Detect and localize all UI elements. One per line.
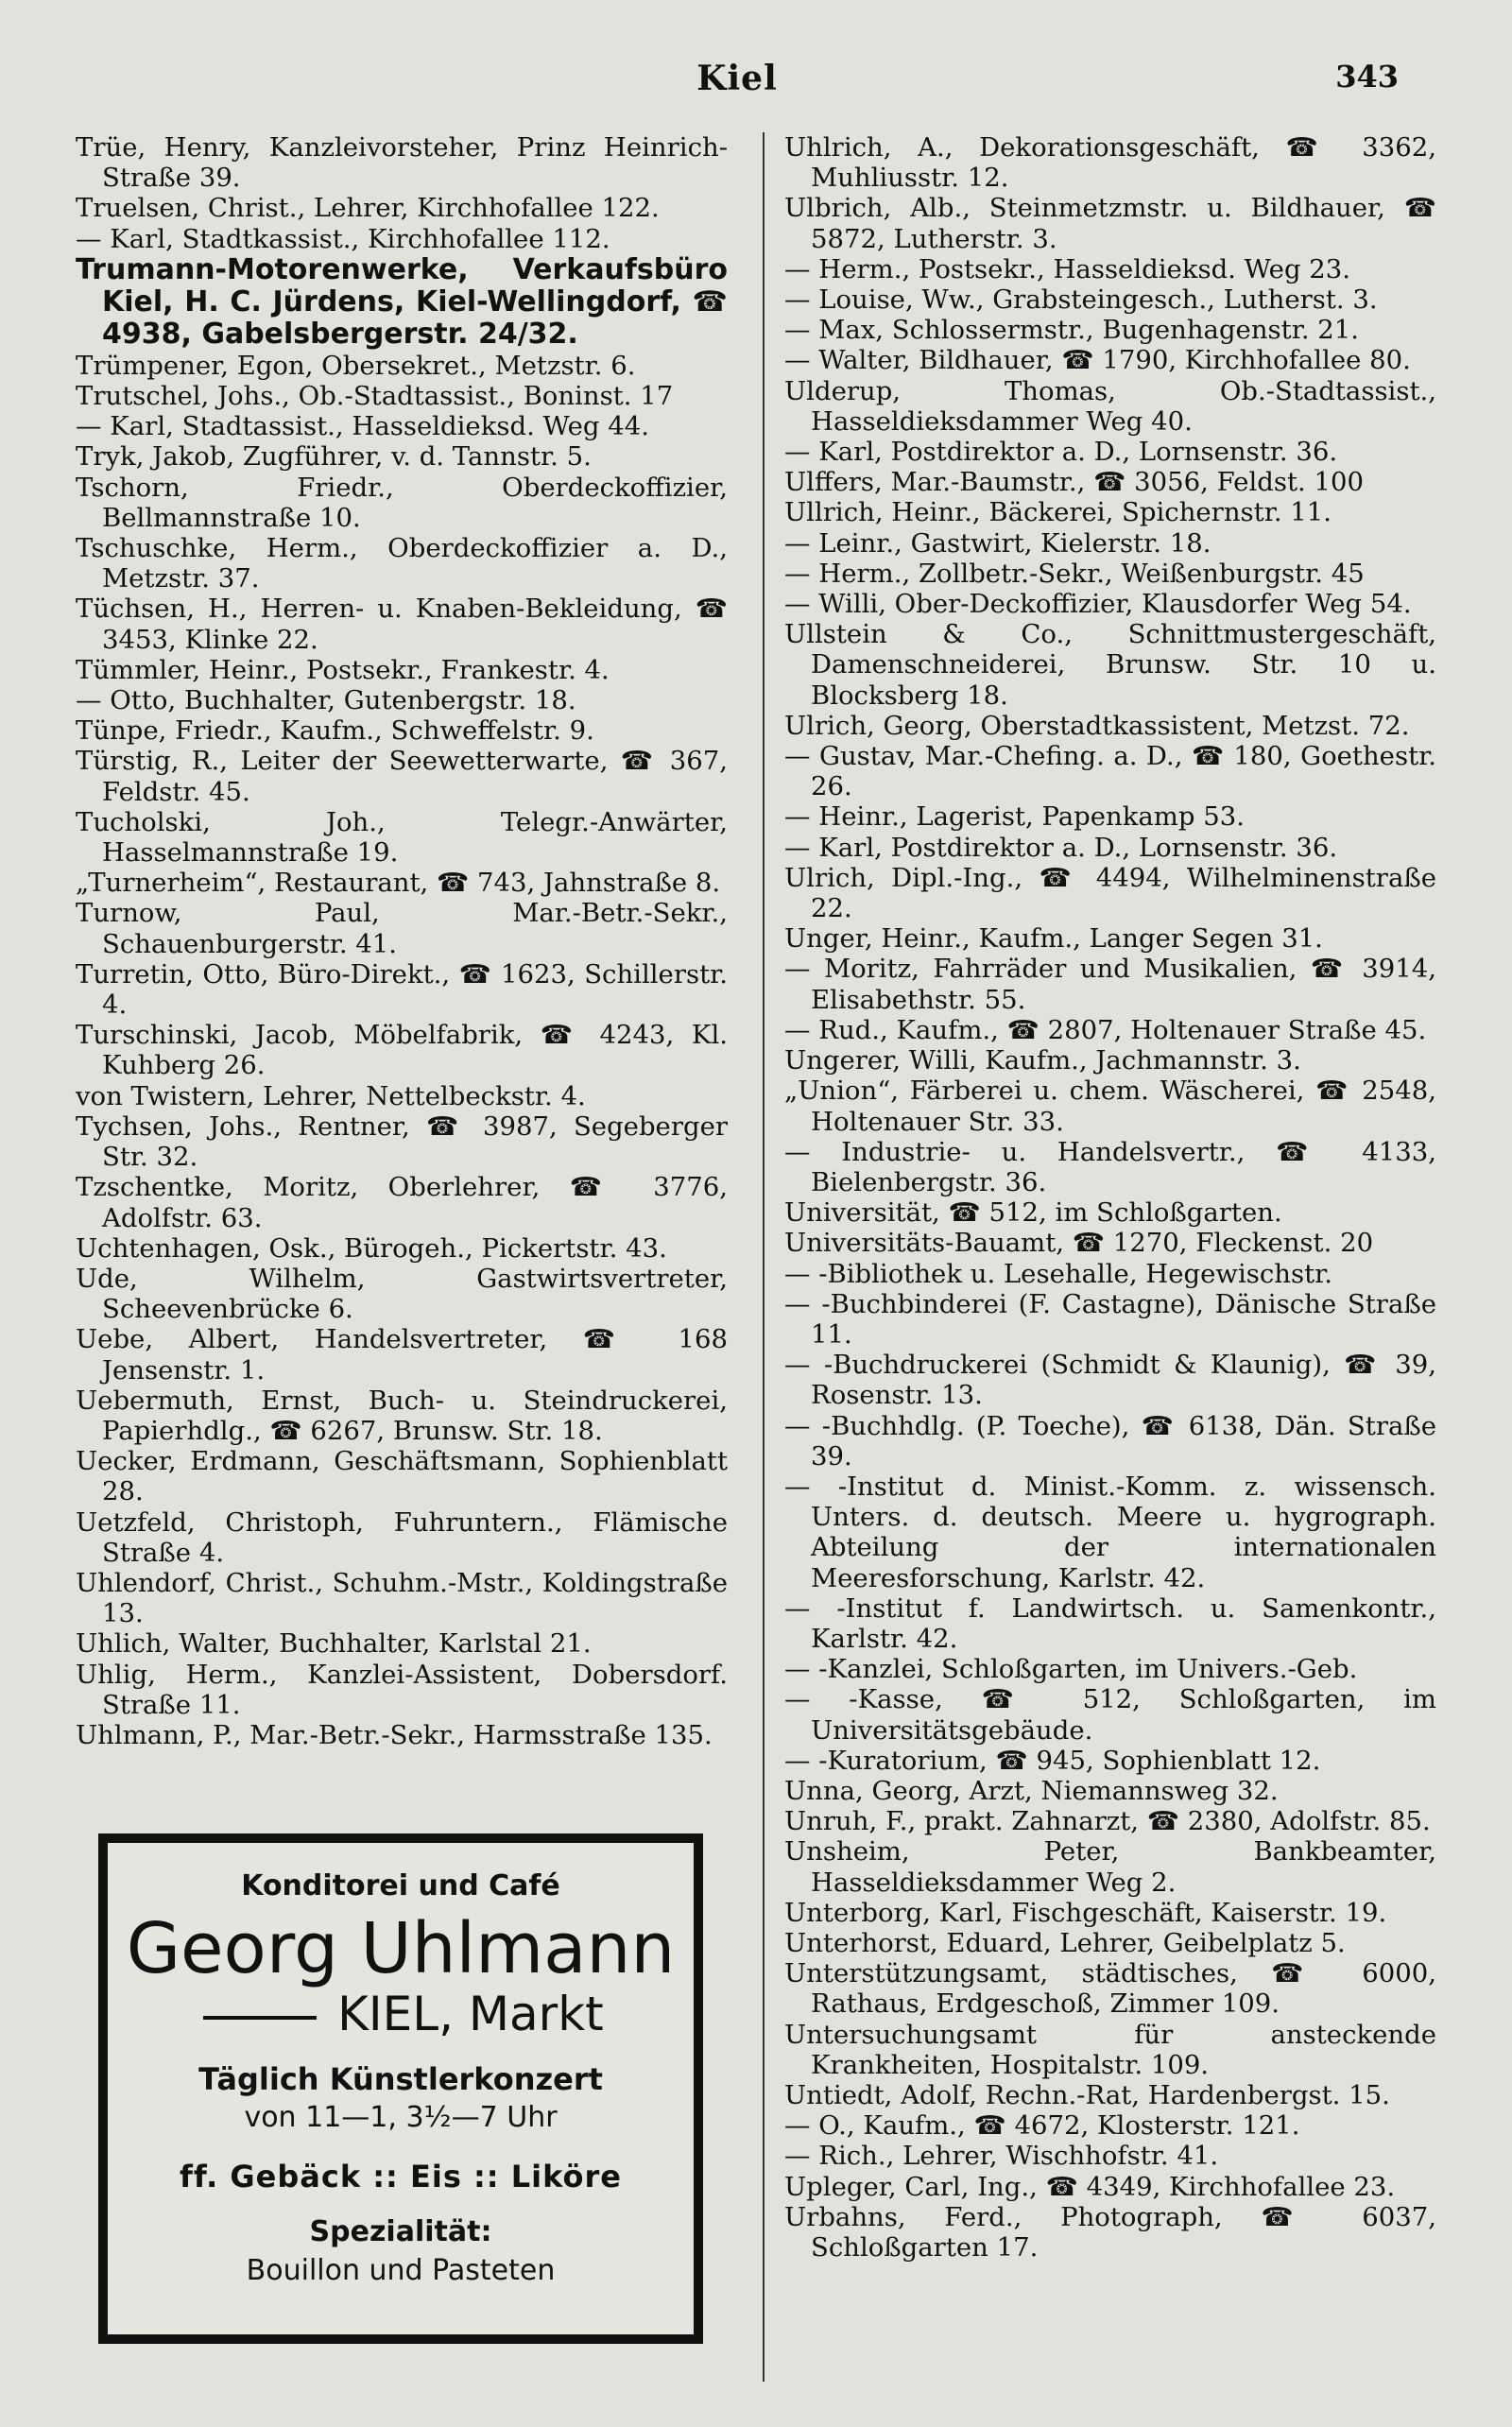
directory-entry: — Willi, Ober-Deckoffizier, Klausdorfer Weg 54. — [784, 589, 1412, 620]
directory-entry: — Leinr., Gastwirt, Kielerstr. 18. — [784, 527, 1211, 559]
ad-rule-left — [203, 2016, 317, 2020]
ad-business-name: Georg Uhlmann — [126, 1908, 676, 1989]
directory-entry: Uebe, Albert, Handelsvertreter, ☎ 168 Jensenstr. 1. — [76, 1324, 728, 1386]
ad-hours: von 11—1, 3½—7 Uhr — [244, 2101, 558, 2134]
directory-entry: — Herm., Postsekr., Hasseldieksd. Weg 23. — [784, 253, 1351, 284]
directory-entry: Truelsen, Christ., Lehrer, Kirchhofallee 122. — [76, 193, 660, 224]
ad-location — [108, 1988, 694, 2040]
column-divider — [763, 132, 765, 2382]
directory-entry: „Union“, Färberei u. chem. Wäscherei, ☎ 2548, Holtenauer Str. 33. — [784, 1076, 1436, 1137]
directory-entry: — Louise, Ww., Grabsteingesch., Lutherst. 3. — [784, 284, 1378, 316]
directory-entry: Ulffers, Mar.-Baumstr., ☎ 3056, Feldst. 100 — [784, 467, 1364, 498]
advertisement-box — [98, 1833, 703, 2344]
ad-city-text: KIEL, Markt — [337, 1987, 604, 2041]
directory-entry: — Max, Schlossermstr., Bugenhagenstr. 21. — [784, 315, 1360, 346]
page-title: Kiel — [696, 59, 778, 98]
directory-entry: Trumann-Motorenwerke, Verkaufsbüro Kiel, H. C. Jürdens, Kiel-Wellingdorf, ☎ 4938, Gabelsbergerstr. 24/32. — [76, 252, 728, 351]
ad-special-items: Bouillon und Pasteten — [246, 2254, 556, 2287]
directory-entry: Uecker, Erdmann, Geschäftsmann, Sophienblatt 28. — [76, 1446, 728, 1507]
directory-entry: Unger, Heinr., Kaufm., Langer Segen 31. — [784, 923, 1323, 955]
directory-entry: Ude, Wilhelm, Gastwirtsvertreter, Scheevenbrücke 6. — [76, 1263, 728, 1325]
directory-entry: — Otto, Buchhalter, Gutenbergstr. 18. — [76, 685, 576, 716]
directory-entry: Uetzfeld, Christoph, Fuhruntern., Flämische Straße 4. — [76, 1506, 728, 1568]
directory-entry: — Moritz, Fahrräder und Musikalien, ☎ 3914, Elisabethstr. 55. — [784, 954, 1436, 1015]
directory-entry: — -Buchdruckerei (Schmidt & Klaunig), ☎ 39, Rosenstr. 13. — [784, 1350, 1436, 1411]
directory-entry: Ungerer, Willi, Kaufm., Jachmannstr. 3. — [784, 1045, 1301, 1076]
directory-entry: „Turnerheim“, Restaurant, ☎ 743, Jahnstraße 8. — [76, 868, 721, 899]
directory-entry: Unterstützungsamt, städtisches, ☎ 6000, Rathaus, Erdgeschoß, Zimmer 109. — [784, 1958, 1436, 2020]
directory-entry: Türstig, R., Leiter der Seewetterwarte, ☎ 367, Feldstr. 45. — [76, 746, 728, 807]
directory-entry: Uhlig, Herm., Kanzlei-Assistent, Dobersdorf. Straße 11. — [76, 1659, 728, 1720]
ad-concert: Täglich Künstlerkonzert — [198, 2061, 603, 2097]
directory-entry: Unna, Georg, Arzt, Niemannsweg 32. — [784, 1775, 1279, 1806]
directory-entry: — Rud., Kaufm., ☎ 2807, Holtenauer Straße 45. — [784, 1014, 1427, 1045]
directory-entry: von Twistern, Lehrer, Nettelbeckstr. 4. — [76, 1080, 586, 1111]
directory-entry: — O., Kaufm., ☎ 4672, Klosterstr. 121. — [784, 2110, 1300, 2142]
directory-entry: — Walter, Bildhauer, ☎ 1790, Kirchhofallee 80. — [784, 345, 1411, 376]
directory-entry: Ulderup, Thomas, Ob.-Stadtassist., Hasseldieksdammer Weg 40. — [784, 375, 1436, 437]
directory-entry: Universitäts-Bauamt, ☎ 1270, Fleckenst. 20 — [784, 1228, 1374, 1259]
directory-entry: Turschinski, Jacob, Möbelfabrik, ☎ 4243, Kl. Kuhberg 26. — [76, 1020, 728, 1081]
directory-entry: Tümmler, Heinr., Postsekr., Frankestr. 4. — [76, 654, 610, 685]
directory-entry: Ulrich, Dipl.-Ing., ☎ 4494, Wilhelminenstraße 22. — [784, 862, 1436, 924]
ad-goods: ff. Gebäck :: Eis :: Liköre — [180, 2159, 622, 2195]
directory-entry: — -Institut f. Landwirtsch. u. Samenkontr., Karlstr. 42. — [784, 1592, 1436, 1654]
directory-entry: — -Kasse, ☎ 512, Schloßgarten, im Universitätsgebäude. — [784, 1684, 1436, 1746]
directory-entry: Uchtenhagen, Osk., Bürogeh., Pickertstr. 43. — [76, 1232, 667, 1264]
directory-entry: — Karl, Stadtassist., Hasseldieksd. Weg 44. — [76, 411, 649, 442]
directory-entry: — Herm., Zollbetr.-Sekr., Weißenburgstr. 45 — [784, 558, 1365, 589]
directory-entry: Unsheim, Peter, Bankbeamter, Hasseldieksdammer Weg 2. — [784, 1836, 1436, 1898]
directory-entry: — Karl, Postdirektor a. D., Lornsenstr. 36. — [784, 832, 1338, 863]
page-number: 343 — [1335, 59, 1399, 95]
directory-entry: — Heinr., Lagerist, Papenkamp 53. — [784, 801, 1245, 833]
directory-entry: Urbahns, Ferd., Photograph, ☎ 6037, Schloßgarten 17. — [784, 2201, 1436, 2263]
directory-entry: Tucholski, Joh., Telegr.-Anwärter, Hasselmannstraße 19. — [76, 806, 728, 869]
directory-entry: Ulbrich, Alb., Steinmetzmstr. u. Bildhauer, ☎ 5872, Lutherstr. 3. — [784, 193, 1436, 254]
directory-entry: Trüe, Henry, Kanzleivorsteher, Prinz Heinrich-Straße 39. — [76, 132, 728, 194]
directory-entry: Uhlrich, A., Dekorationsgeschäft, ☎ 3362, Muhliusstr. 12. — [784, 132, 1436, 194]
directory-entry: — -Bibliothek u. Lesehalle, Hegewischstr. — [784, 1258, 1333, 1289]
directory-entry: Uebermuth, Ernst, Buch- u. Steindruckerei, Papierhdlg., ☎ 6267, Brunsw. Str. 18. — [76, 1385, 728, 1446]
directory-entry: Tünpe, Friedr., Kaufm., Schweffelstr. 9. — [76, 715, 594, 747]
page-header — [76, 59, 1399, 115]
directory-entry: Trümpener, Egon, Obersekret., Metzstr. 6. — [76, 350, 636, 381]
directory-entry: Ulrich, Georg, Oberstadtkassistent, Metzst. 72. — [784, 710, 1410, 741]
directory-entry: Untersuchungsamt für ansteckende Krankheiten, Hospitalstr. 109. — [784, 2019, 1436, 2080]
directory-entry: Tschorn, Friedr., Oberdeckoffizier, Bellmannstraße 10. — [76, 472, 728, 533]
right-column — [784, 132, 1436, 2263]
directory-entry: Unruh, F., prakt. Zahnarzt, ☎ 2380, Adolfstr. 85. — [784, 1806, 1431, 1837]
directory-entry: Upleger, Carl, Ing., ☎ 4349, Kirchhofallee 23. — [784, 2171, 1396, 2202]
directory-entry: — -Buchbinderei (F. Castagne), Dänische Straße 11. — [784, 1288, 1436, 1350]
ad-special-label: Spezialität: — [309, 2215, 492, 2248]
directory-entry: — -Institut d. Minist.-Komm. z. wissensch. Unters. d. deutsch. Meere u. hygrograph. Abteilung der internationalen Meeresforschung, Karlstr. 42. — [784, 1471, 1436, 1593]
directory-entry: Turretin, Otto, Büro-Direkt., ☎ 1623, Schillerstr. 4. — [76, 958, 728, 1021]
directory-entry: Uhlich, Walter, Buchhalter, Karlstal 21. — [76, 1628, 592, 1660]
directory-entry: Tryk, Jakob, Zugführer, v. d. Tannstr. 5. — [76, 441, 592, 473]
directory-entry: Tüchsen, H., Herren- u. Knaben-Bekleidung, ☎ 3453, Klinke 22. — [76, 594, 728, 655]
directory-entry: Tychsen, Johs., Rentner, ☎ 3987, Segeberger Str. 32. — [76, 1110, 728, 1173]
directory-entry: — Rich., Lehrer, Wischhofstr. 41. — [784, 2141, 1219, 2172]
directory-entry: Untiedt, Adolf, Rechn.-Rat, Hardenbergst. 15. — [784, 2080, 1390, 2110]
directory-entry: Uhlendorf, Christ., Schuhm.-Mstr., Koldingstraße 13. — [76, 1567, 728, 1629]
directory-entry: Universität, ☎ 512, im Schloßgarten. — [784, 1197, 1282, 1229]
directory-entry: Unterhorst, Eduard, Lehrer, Geibelplatz 5. — [784, 1927, 1346, 1958]
left-column — [76, 132, 728, 1750]
directory-entry: — Karl, Postdirektor a. D., Lornsenstr. 36. — [784, 437, 1338, 468]
ad-business-type: Konditorei und Café — [241, 1869, 560, 1902]
directory-entry: — Karl, Stadtkassist., Kirchhofallee 112. — [76, 223, 610, 254]
directory-entry: Uhlmann, P., Mar.-Betr.-Sekr., Harmsstraße 135. — [76, 1719, 713, 1750]
directory-entry: — -Kuratorium, ☎ 945, Sophienblatt 12. — [784, 1745, 1321, 1776]
directory-entry: — Gustav, Mar.-Chefing. a. D., ☎ 180, Goethestr. 26. — [784, 741, 1436, 802]
directory-entry: Ullrich, Heinr., Bäckerei, Spichernstr. 11. — [784, 497, 1332, 528]
directory-entry: Trutschel, Johs., Ob.-Stadtassist., Boninst. 17 — [76, 381, 674, 412]
directory-entry: — -Kanzlei, Schloßgarten, im Univers.-Geb. — [784, 1654, 1358, 1685]
directory-entry: Tzschentke, Moritz, Oberlehrer, ☎ 3776, Adolfstr. 63. — [76, 1172, 728, 1233]
directory-entry: Unterborg, Karl, Fischgeschäft, Kaiserstr. 19. — [784, 1897, 1387, 1928]
directory-entry: Tschuschke, Herm., Oberdeckoffizier a. D., Metzstr. 37. — [76, 533, 728, 594]
directory-entry: — -Buchhdlg. (P. Toeche), ☎ 6138, Dän. Straße 39. — [784, 1410, 1436, 1472]
directory-entry: Turnow, Paul, Mar.-Betr.-Sekr., Schauenburgerstr. 41. — [76, 898, 728, 959]
directory-entry: — Industrie- u. Handelsvertr., ☎ 4133, Bielenbergstr. 36. — [784, 1136, 1436, 1197]
directory-entry: Ullstein & Co., Schnittmustergeschäft, Damenschneiderei, Brunsw. Str. 10 u. Blocksberg 18. — [784, 619, 1436, 711]
